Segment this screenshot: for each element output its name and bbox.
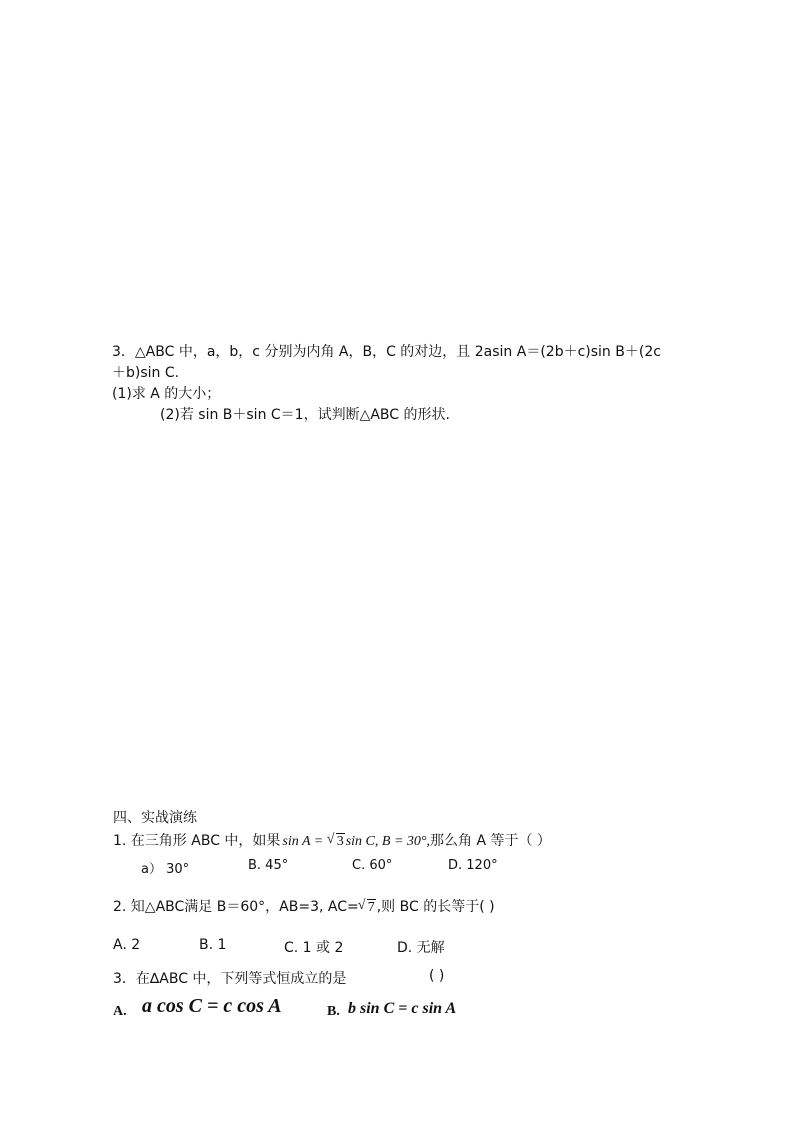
q3-option-a-label: A. — [113, 1004, 127, 1019]
question-2-prefix: 2. 知△ABC满足 B＝60°，AB=3, AC= — [113, 899, 359, 915]
q2-option-a: A. 2 — [113, 937, 141, 953]
q1-option-a: a） 30° — [141, 862, 190, 877]
question-3-paren: ( ) — [429, 968, 445, 984]
q2-option-d: D. 无解 — [397, 940, 445, 956]
question-1-formula-b: sin C, B = 30°, — [345, 834, 430, 849]
question-1-prefix: 1. 在三角形 ABC 中，如果 — [113, 833, 281, 849]
q1-option-b: B. 45° — [248, 858, 289, 873]
q3-option-a-formula: a cos C = c cos A — [142, 995, 282, 1017]
question-1 — [113, 830, 551, 850]
question-2-suffix: ,则 BC 的长等于( ) — [376, 899, 495, 915]
question-1-formula-a: sin A = — [282, 834, 324, 849]
problem3-line2: ＋b)sin C. — [112, 365, 180, 381]
question-3-stem: 3．在∆ABC 中，下列等式恒成立的是 — [113, 971, 347, 987]
sqrt-7 — [359, 899, 376, 916]
section-heading: 四、实战演练 — [113, 810, 197, 826]
sqrt-7-radicand: 7 — [367, 900, 375, 915]
sqrt-3-radicand: 3 — [336, 834, 344, 849]
question-2 — [113, 896, 495, 916]
problem3-part2: (2)若 sin B＋sin C＝1，试判断△ABC 的形状. — [160, 407, 450, 423]
q2-option-b: B. 1 — [199, 937, 227, 953]
sqrt-3 — [328, 833, 345, 850]
q2-option-c: C. 1 或 2 — [284, 940, 344, 956]
q3-option-b-formula: b sin C = c sin A — [348, 1000, 457, 1017]
question-1-suffix: 那么角 A 等于（ ） — [430, 833, 551, 849]
problem3-line1: 3．△ABC 中，a，b，c 分别为内角 A，B，C 的对边，且 2asin A＝(2b＋c)sin B＋(2c — [112, 344, 661, 360]
problem3-part1: (1)求 A 的大小； — [112, 386, 221, 402]
q1-option-d: D. 120° — [448, 858, 498, 873]
q1-option-c: C. 60° — [352, 858, 393, 873]
q3-option-b-label: B. — [327, 1004, 340, 1019]
